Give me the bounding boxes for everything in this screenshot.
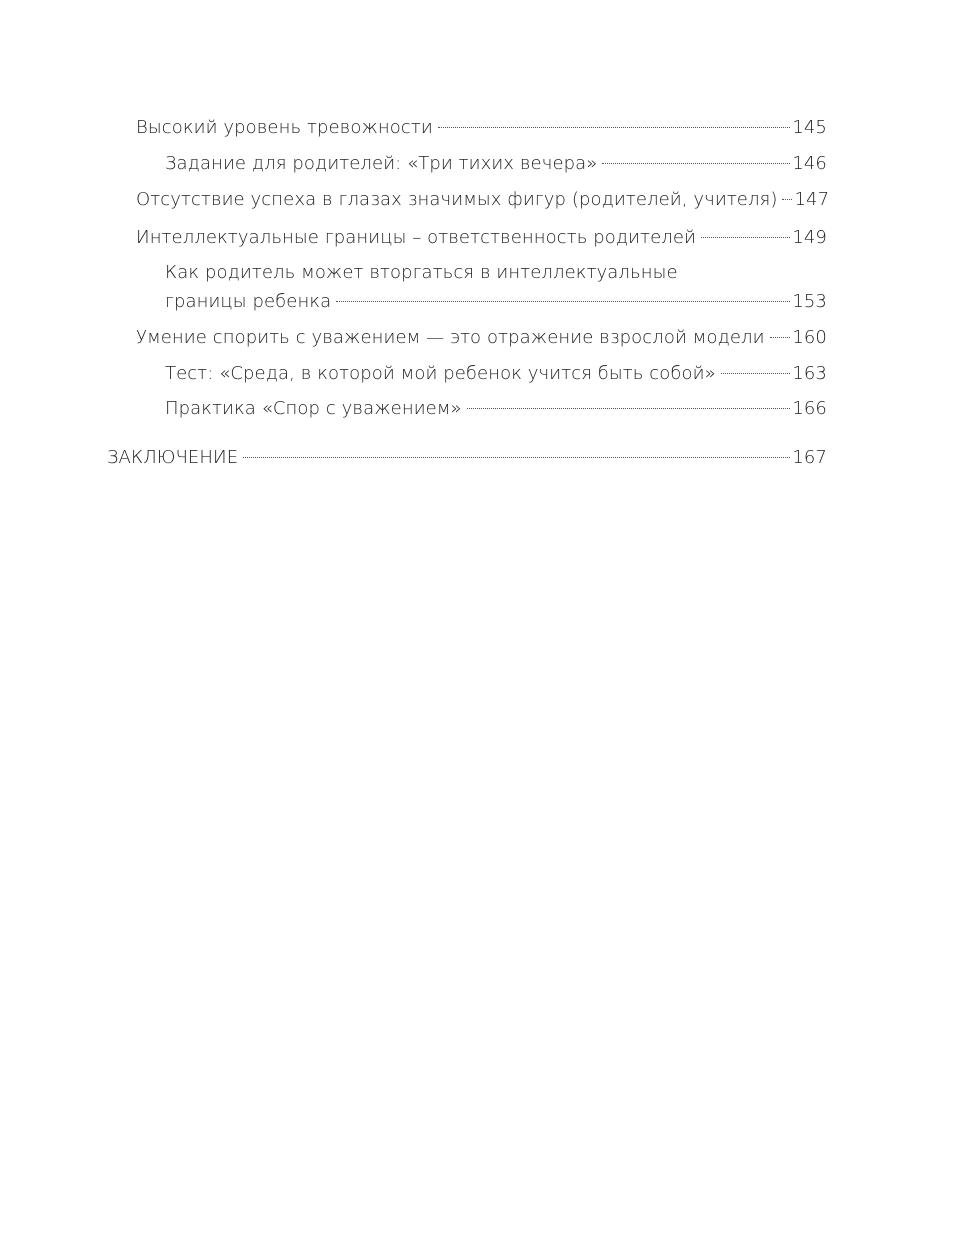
toc-entry-page: 160 [792, 327, 827, 348]
dot-leader [721, 373, 791, 374]
toc-entry-title-line2: границы ребенка [165, 291, 332, 312]
toc-entry[interactable] [165, 153, 827, 175]
toc-entry-title: Задание для родителей: «Три тихих вечера» [165, 153, 598, 174]
toc-entry-page: 149 [792, 227, 827, 248]
dot-leader [467, 408, 791, 409]
toc-entry[interactable] [165, 262, 827, 313]
toc-entry-page: 146 [792, 153, 827, 174]
toc-entry-page: 147 [794, 189, 830, 210]
toc-entry-title: Практика «Спор с уважением» [165, 398, 462, 419]
dot-leader [336, 301, 790, 302]
toc-entry-title: Интеллектуальные границы – ответственность родителей [136, 227, 697, 248]
toc-entry-page: 166 [792, 398, 827, 419]
dot-leader [438, 127, 791, 128]
toc-entry-page: 167 [792, 447, 827, 468]
toc-entry-page: 153 [792, 291, 827, 312]
toc-entry-title: Высокий уровень тревожности [136, 117, 433, 138]
toc-entry-title: Умение спорить с уважением — это отражение взрослой модели [136, 327, 765, 348]
toc-entry-title: ЗАКЛЮЧЕНИЕ [107, 447, 239, 468]
toc-entry-page: 145 [792, 117, 827, 138]
dot-leader [782, 199, 792, 200]
toc-entry[interactable] [136, 117, 827, 139]
toc-entry[interactable] [165, 398, 827, 420]
toc-entry-conclusion[interactable] [107, 447, 827, 469]
toc-entry[interactable] [165, 363, 827, 385]
toc-entry[interactable] [136, 327, 827, 349]
toc-entry[interactable] [136, 189, 830, 211]
toc-entry[interactable] [136, 227, 827, 249]
toc-entry-page: 163 [792, 363, 827, 384]
toc-entry-title-line1: Как родитель может вторгаться в интеллектуальные [165, 262, 678, 283]
dot-leader [243, 457, 790, 458]
dot-leader [701, 237, 790, 238]
toc-entry-title: Тест: «Среда, в которой мой ребенок учится быть собой» [165, 363, 716, 384]
toc-entry-title: Отсутствие успеха в глазах значимых фигур (родителей, учителя) [136, 189, 778, 210]
dot-leader [602, 163, 790, 164]
dot-leader [770, 337, 791, 338]
